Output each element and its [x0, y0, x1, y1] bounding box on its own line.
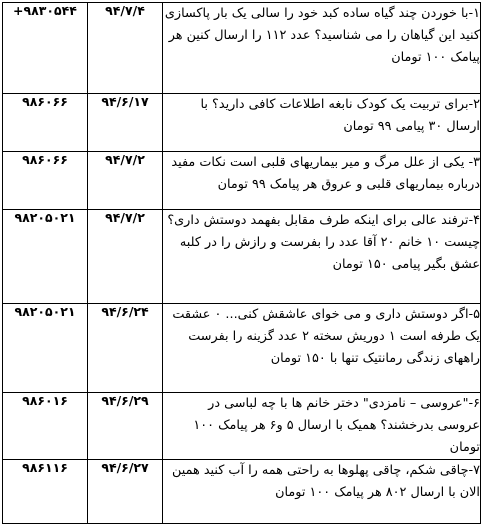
ad-text-cell [163, 152, 481, 210]
ad-text-cell [163, 94, 481, 152]
shortcode-cell: ۹۸۶۰۱۶ [3, 393, 88, 460]
table-row [3, 210, 481, 304]
table-row [3, 304, 481, 393]
ad-text-cell [163, 3, 481, 94]
ad-text: ۱-با خوردن چند گیاه ساده کبد خود را سالی یک بار پاکسازی کنید این گیاهان را می شناسید؟ عدد ۱۱۲ را ارسال کنین هر پیامک ۱۰۰ تومان [164, 6, 480, 65]
ad-text-cell [163, 210, 481, 304]
table-row [3, 460, 481, 524]
ad-text-cell [163, 460, 481, 524]
sms-ad-table [2, 2, 481, 524]
shortcode-cell: ۹۸۶۱۱۶ [3, 460, 88, 524]
ad-text: ۴-ترفند عالی برای اینکه طرف مقابل بفهمد دوستش داری؟ چیست ۱۰ خانم ۲۰ آقا عدد را بفرست و رازش را در کلبه عشق بگیر پیامی ۱۵۰ تومان [167, 213, 480, 272]
table-row [3, 393, 481, 460]
date-cell: ۹۴/۷/۴ [88, 3, 163, 94]
shortcode-cell: +۹۸۳۰۵۴۴ [3, 3, 88, 94]
ad-text: ۳- یکی از علل مرگ و میر بیماریهای قلبی است نکات مفید درباره بیماریهای قلبی و عروق هر پیامک ۹۹ تومان [171, 155, 480, 192]
date-cell: ۹۴/۶/۱۷ [88, 94, 163, 152]
shortcode-cell: ۹۸۶۰۶۶ [3, 94, 88, 152]
ad-text: ۵-اگر دوستش داری و می خوای عاشقش کنی... ۰ عشقت یک طرفه است ۱ دوریش سخته ۲ عدد گزینه را بفرست راههای زندگی رمانتیک تنها با ۱۵۰ تومان [172, 307, 480, 366]
date-cell: ۹۴/۷/۲ [88, 210, 163, 304]
date-cell: ۹۴/۷/۲ [88, 152, 163, 210]
table-row [3, 3, 481, 94]
table-row [3, 94, 481, 152]
date-cell: ۹۴/۶/۲۹ [88, 393, 163, 460]
shortcode-cell: ۹۸۲۰۵۰۲۱ [3, 210, 88, 304]
date-cell: ۹۴/۶/۲۷ [88, 460, 163, 524]
shortcode-cell: ۹۸۲۰۵۰۲۱ [3, 304, 88, 393]
ad-text: ۲-برای تربیت یک کودک نابغه اطلاعات کافی دارید؟ با ارسال ۳۰ پیامی ۹۹ تومان [200, 97, 480, 134]
ad-text: ۶-"عروسی – نامزدی" دختر خانم ها با چه لباسی در عروسی بدرخشند؟ همیک با ارسال ۵ و۶ هر پیامک ۱۰۰ تومان [193, 396, 480, 455]
shortcode-cell: ۹۸۶۰۶۶ [3, 152, 88, 210]
ad-text-cell [163, 393, 481, 460]
ad-text: ۷-چاقی شکم، چاقی پهلوها به راحتی همه را آب کنید همین الان با ارسال ۸۰۲ هر پیامک ۱۰۰ تومان [172, 463, 480, 500]
table-row [3, 152, 481, 210]
date-cell: ۹۴/۶/۲۴ [88, 304, 163, 393]
ad-text-cell [163, 304, 481, 393]
